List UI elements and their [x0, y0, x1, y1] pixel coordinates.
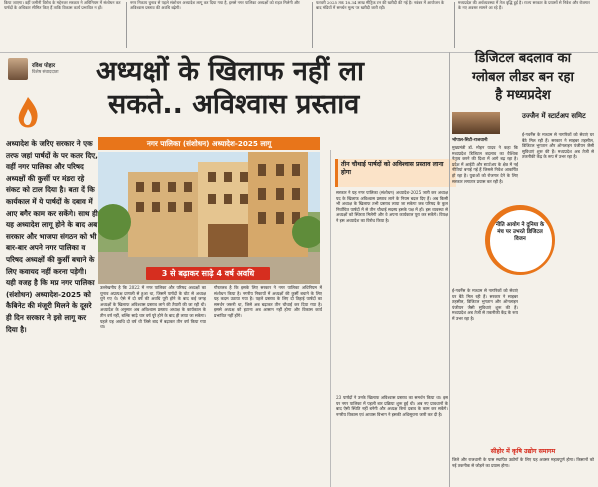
- right-body: मुख्यमंत्री डॉ. मोहन यादव ने कहा कि मध्यप्रदेश डिजिटल बदलाव का वैश्विक नेतृत्व करने की दिशा में आगे बढ़ रहा है। प्रदेश में आईटी और स्टार्टअप के क्षेत्र में नई नीतियां बनाई गई हैं जिससे निवेश आकर्षित हो रहा है। युवाओं को रोजगार देने के लिए सरकार लगातार प्रयास कर रही है।: [452, 145, 518, 184]
- strip-segment: मध्यप्रदेश की अर्थव्यवस्था में तेज वृद्धि हुई है। राज्य सरकार के प्रयासों से निवेश और रोजगार के नए अवसर सामने आ रहे हैं।: [458, 0, 590, 11]
- lead-paragraph: अध्यादेश के जरिए सरकार ने एक तरफ जहां पार्षदों के पर कतर दिए, वहीं नगर पालिका और परिषद अध्यक्षों की कुर्सी पर मंडरा रहे संकट को टाल दिया है। बता दें कि कार्यकाल में ये पार्षदों के दबाव में आए बगैर काम कर सकेंगे। साथ ही यह अध्यादेश लागू होने के बाद अब सरकार और भाजपा संगठन को भी बार-बार अपने नगर पालिका व परिषद अध्यक्षों की कुर्सी बचाने के लिए कवायद नहीं करना पड़ेगी। यही वजह है कि मप्र नगर पालिका (संशोधन) अध्यादेश-2025 को कैबिनेट की मंजूरी मिलने के दूसरे ही दिन सरकार ने इसे लागू कर दिया है।: [6, 139, 98, 334]
- body-column-2: गौरतलब है कि इसके लिए सरकार ने नगर पालिका अधिनियम में संशोधन किया है। नगरीय निकायों में अध्यक्षों की कुर्सी बचाने के लिए यह कदम उठाया गया है। पहले प्रस्ताव के लिए दो तिहाई पार्षदों का समर्थन जरूरी था, जिसे अब बढ़ाकर तीन चौथाई कर दिया गया है। इससे अध्यक्ष को हटाना अब आसान नहीं होगा और विकास कार्य प्रभावित नहीं होंगे।: [214, 285, 322, 318]
- divider: [454, 2, 455, 48]
- right-side-body: ई-गवर्नेंस के माध्यम से नागरिकों को सेवाएं घर बैठे मिल रही हैं। सरकार ने साइबर तहसील, डिजिटल भुगतान और ऑनलाइन पंजीयन जैसी सुविधाएं शुरू की हैं। मध्यप्रदेश अब तेजी से तकनीकी केंद्र के रूप में उभर रहा है।: [522, 132, 594, 160]
- body-column-3b: 23 पार्षदों ने उनके खिलाफ अविश्वास प्रस्ताव का समर्थन किया था। इस पर नगर पालिका में पहली बार प्रक्रिया शुरू हुई थी। अब नए प्रावधानों के बाद ऐसी स्थिति नहीं बनेगी और अध्यक्ष बिना दबाव के काम कर सकेंगे। नगरीय विकास एवं आवास विभाग ने इसकी अधिसूचना जारी कर दी है।: [336, 395, 448, 417]
- circle-text: नीति आयोग ने दुनिया के मंच पर उभरते डिजिटल विजन: [495, 222, 545, 242]
- headline-line-2: सकते.. अविश्वास प्रस्ताव: [108, 89, 360, 120]
- section-banner: नगर पालिका (संशोधन) अध्यादेश-2025 लागू: [98, 137, 320, 150]
- cm-photo: [452, 112, 500, 134]
- subhead-box: [335, 159, 456, 187]
- byline: [8, 58, 98, 88]
- building-photo: [98, 152, 320, 284]
- right-headline-line-3: है मध्यप्रदेश: [495, 88, 551, 103]
- main-headline: [96, 55, 446, 121]
- photo-caption: 3 से बढ़ाकर साढ़े 4 वर्ष अवधि: [146, 267, 270, 280]
- strip-segment: किया जाएगा। वहीं जमीनी विरोध के मद्देनजर सरकार ने अधिनियम में संशोधन कर पार्षदों के अधिकार सीमित किए हैं ताकि विकास कार्य प्रभावित न हों।: [4, 0, 121, 11]
- right-headline-line-1: डिजिटल बदलाव का: [474, 51, 572, 66]
- divider: [126, 2, 127, 48]
- reporter-role: विशेष संवाददाता: [32, 70, 59, 75]
- right-footer-body: जिले और राजधानी के पास स्थापित उद्योगों के लिए यह अवसर महत्वपूर्ण होगा। किसानों को नई तकनीक से जोड़ने का प्रयास होगा।: [452, 457, 594, 468]
- previous-stories-strip: [0, 0, 598, 53]
- right-body-2: ई-गवर्नेंस के माध्यम से नागरिकों को सेवाएं घर बैठे मिल रही हैं। सरकार ने साइबर तहसील, डिजिटल भुगतान और ऑनलाइन पंजीयन जैसी सुविधाएं शुरू की हैं। मध्यप्रदेश अब तेजी से तकनीकी केंद्र के रूप में उभर रहा है।: [452, 288, 518, 321]
- reporter-name: रविश पोहार: [32, 63, 56, 69]
- subhead-text: तीन चौथाई पार्षदों को अविश्वास प्रस्ताव लाना होगा: [341, 161, 444, 177]
- body-column-1: उल्लेखनीय है कि 2022 में नगर पालिका और परिषद अध्यक्षों का चुनाव अप्रत्यक्ष प्रणाली से हुआ था, जिसमें पार्षदों के वोट से अध्यक्ष चुने गए थे। ऐसे में दो वर्ष की अवधि पूरी होने के बाद कई जगह अध्यक्षों के खिलाफ अविश्वास प्रस्ताव लाने की तैयारी की जा रही थी। अध्यादेश के अनुसार अब अविश्वास प्रस्ताव अध्यक्ष के कार्यकाल के तीन वर्ष नहीं, बल्कि साढ़े चार वर्ष पूरे होने के बाद ही लाया जा सकेगा। पहले यह अवधि दो वर्ष थी जिसे बाद में बढ़ाकर तीन वर्ष किया गया था।: [100, 285, 206, 330]
- flame-icon: [10, 95, 46, 131]
- right-byline: भोपाल-सिटी-राजधानी: [452, 138, 488, 143]
- body-column-3: सरकार ने यह नगर पालिका (संशोधन) अध्यादेश-2025 जारी कर अध्यक्ष पद के खिलाफ अविश्वास प्रस्ताव लाने के नियम बदल दिए हैं। अब किसी भी अध्यक्ष के खिलाफ तभी प्रस्ताव लाया जा सकेगा जब परिषद के कुल निर्वाचित पार्षदों में से तीन चौथाई सदस्य इसके पक्ष में हों। इस व्यवस्था से अध्यक्षों को स्थिरता मिलेगी और वे अपना कार्यकाल पूरा कर सकेंगे। विपक्ष ने इस अध्यादेश का विरोध किया है।: [336, 190, 448, 223]
- lead-column: [6, 138, 98, 482]
- strip-segment: नगर निकाय चुनाव से पहले संशोधन अध्यादेश लागू कर दिया गया है, इससे नगर पालिका अध्यक्षों को राहत मिलेगी और अविश्वास प्रस्ताव की अवधि बढ़ेगी।: [130, 0, 300, 11]
- strip-segment: फरवरी 2025 तक 18.34 लाख मीट्रिक टन की खरीदी की गई है। नवंबर में आयोजन के बाद मंडियों में समर्थन मूल्य पर खरीदी जारी रही।: [316, 0, 445, 11]
- quote-circle: [485, 205, 555, 275]
- headline-line-1: अध्यक्षों के खिलाफ नहीं ला: [96, 56, 364, 87]
- divider: [449, 52, 450, 487]
- right-headline-line-2: ग्लोबल लीडर बन रहा: [472, 69, 574, 85]
- reporter-photo: [8, 58, 28, 80]
- right-side-heading: उज्जैन में स्टार्टअप समिट: [522, 112, 586, 120]
- divider: [330, 150, 331, 487]
- divider: [312, 2, 313, 48]
- right-footer-heading: सीहोर में कृषि उद्योग समागम: [490, 448, 556, 455]
- right-headline: [450, 50, 596, 108]
